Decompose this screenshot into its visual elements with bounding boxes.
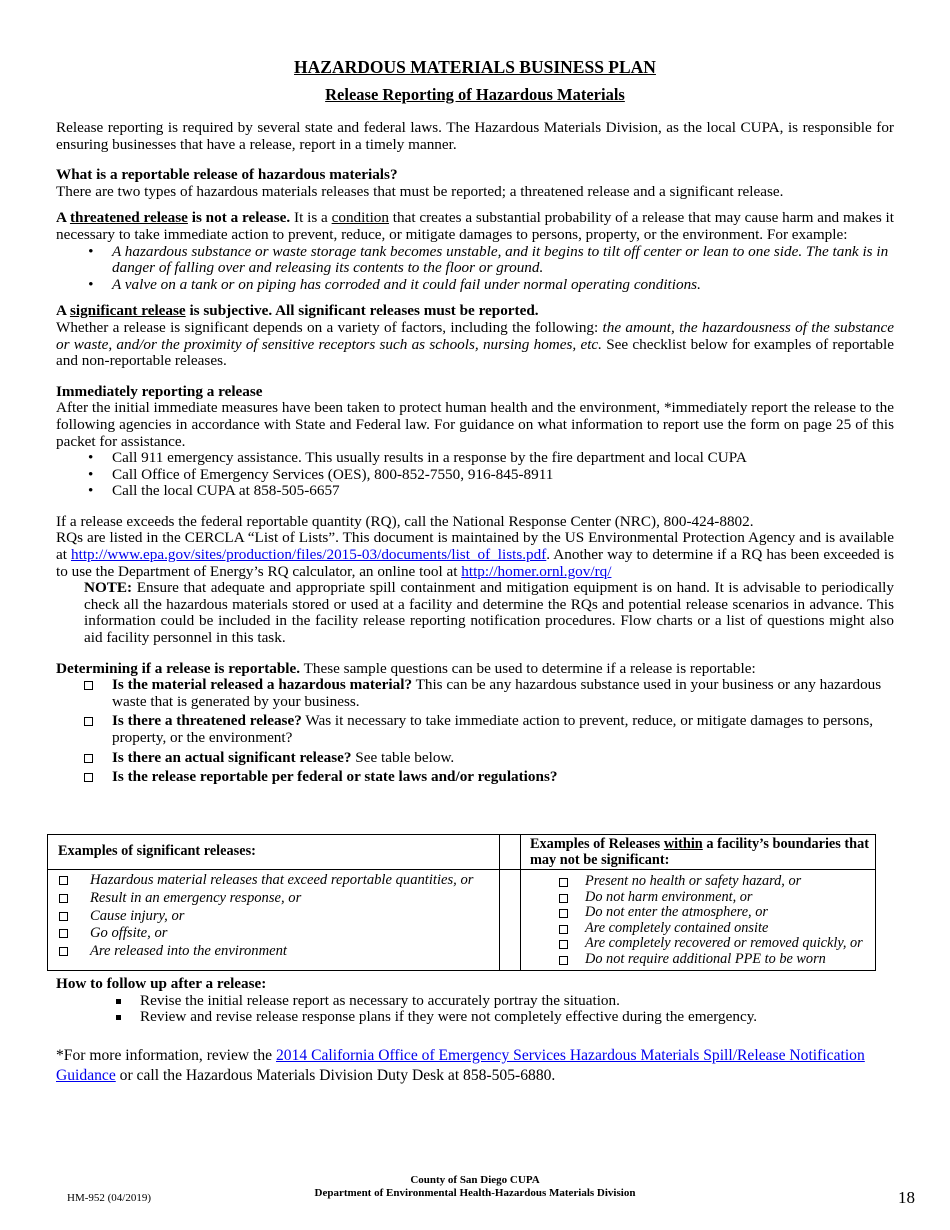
- checkbox-icon: [84, 681, 93, 690]
- threatened-release-paragraph: A threatened release is not a release. It is a condition that creates a substantial probability of a release that may cause harm and makes it necessary to take immediate action to prevent, reduce, or mitigate damages to persons, property, or the environment. For example:: [56, 209, 894, 243]
- checkbox-icon: [559, 925, 568, 934]
- oes-guidance-link[interactable]: 2014 California Office of Emergency Services Hazardous Materials Spill/Release Notification Guidance: [56, 1046, 865, 1084]
- significant-release-heading: A significant release is subjective. All significant releases must be reported.: [56, 302, 539, 320]
- checkbox-icon: [559, 894, 568, 903]
- immediate-reporting-heading: Immediately reporting a release: [56, 382, 263, 400]
- checkbox-icon: [59, 929, 68, 938]
- list-item: • Call Office of Emergency Services (OES), 800-852-7550, 916-845-8911: [112, 467, 894, 484]
- list-item: Present no health or safety hazard, or: [585, 874, 875, 890]
- threatened-examples-list: [56, 244, 894, 294]
- list-item: Are completely recovered or removed quickly, or: [585, 936, 875, 952]
- list-item: Revise the initial release report as necessary to accurately portray the situation.: [140, 993, 894, 1010]
- page-title: HAZARDOUS MATERIALS BUSINESS PLAN: [294, 57, 656, 77]
- note-paragraph: NOTE: Ensure that adequate and appropriate spill containment and mitigation equipment is on hand. It is advisable to periodically check all the hazardous materials stored or used at a facility and determine the RQs and potential release scenarios in advance. This information could be included in the facility release reporting notification procedures. Flow charts or a list of questions might also aid facility personnel in this task.: [84, 579, 894, 647]
- checkbox-icon: [84, 773, 93, 782]
- page-number: 18: [898, 1188, 915, 1207]
- list-item: Is the material released a hazardous material? This can be any hazardous substance used in your business or any hazardous waste that is generated by your business.: [112, 677, 894, 710]
- form-code: HM-952 (04/2019): [67, 1192, 152, 1204]
- table-spacer: [500, 835, 521, 870]
- rq-paragraph: RQs are listed in the CERCLA “List of Lists”. This document is maintained by the US Environmental Protection Agency and is available at http://www.epa.gov/sites/production/files/2015-03/documents/list_of_lists.pdf. Another way to determine if a RQ has been exceeded is to use the Department of Energy’s RQ calculator, an online tool at http://homer.ornl.gov/rq/: [56, 529, 894, 580]
- what-is-text: There are two types of hazardous materials releases that must be reported; a threatened release and a significant release.: [56, 182, 784, 200]
- follow-up-section: [56, 976, 894, 1086]
- list-item: Is there an actual significant release? See table below.: [112, 750, 894, 767]
- footer-org-line1: County of San Diego CUPA: [410, 1174, 540, 1186]
- follow-up-heading: How to follow up after a release:: [56, 975, 267, 992]
- checkbox-icon: [559, 940, 568, 949]
- significant-examples-list: [48, 870, 499, 965]
- intro-paragraph: Release reporting is required by several state and federal laws. The Hazardous Materials Division, as the local CUPA, is responsible for ensuring businesses that have a release, report in a timely manner.: [56, 119, 894, 153]
- footer-org-line2: Department of Environmental Health-Hazardous Materials Division: [314, 1186, 636, 1199]
- checkbox-icon: [84, 754, 93, 763]
- rq-line: If a release exceeds the federal reportable quantity (RQ), call the National Response Center (NRC), 800-424-8802.: [56, 512, 754, 530]
- examples-table: [47, 834, 876, 971]
- table-spacer: [500, 870, 521, 971]
- list-item: Is there a threatened release? Was it necessary to take immediate action to prevent, reduce, or mitigate damages to persons, property, or the environment?: [112, 713, 894, 746]
- list-item: Result in an emergency response, or: [90, 890, 499, 908]
- list-item: Do not harm environment, or: [585, 890, 875, 906]
- list-item: Do not enter the atmosphere, or: [585, 905, 875, 921]
- list-item: Are completely contained onsite: [585, 921, 875, 937]
- checkbox-icon: [59, 894, 68, 903]
- follow-up-list: [56, 993, 894, 1026]
- checkbox-icon: [84, 717, 93, 726]
- list-item: Hazardous material releases that exceed reportable quantities, or: [90, 872, 499, 890]
- checkbox-icon: [59, 912, 68, 921]
- checkbox-icon: [559, 909, 568, 918]
- list-item: • Call 911 emergency assistance. This usually results in a response by the fire department and local CUPA: [112, 450, 894, 467]
- checkbox-icon: [59, 876, 68, 885]
- list-item: Cause injury, or: [90, 908, 499, 926]
- list-item: Is the release reportable per federal or state laws and/or regulations?: [112, 769, 894, 786]
- page-subtitle: Release Reporting of Hazardous Materials: [325, 85, 625, 104]
- question-list: [56, 677, 894, 786]
- document-body: [56, 56, 894, 789]
- checkbox-icon: [59, 947, 68, 956]
- list-item: Are released into the environment: [90, 943, 499, 961]
- what-is-heading: What is a reportable release of hazardous materials?: [56, 166, 398, 184]
- more-info-paragraph: *For more information, review the 2014 California Office of Emergency Services Hazardous Materials Spill/Release Notification Guidance or call the Hazardous Materials Division Duty Desk at 858-505-6880.: [56, 1046, 865, 1084]
- list-item: Review and revise release response plans if they were not completely effective during the emergency.: [140, 1009, 894, 1026]
- list-item: Do not require additional PPE to be worn: [585, 952, 875, 968]
- determining-paragraph: Determining if a release is reportable. These sample questions can be used to determine if a release is reportable:: [56, 659, 756, 677]
- list-item: • A hazardous substance or waste storage tank becomes unstable, and it begins to tilt off center or lean to one side. The tank is in danger of falling over and releasing its contents to the floor or ground.: [112, 244, 894, 277]
- right-table-header: Examples of Releases within a facility’s boundaries that may not be significant:: [521, 835, 876, 870]
- non-significant-examples-cell: [521, 870, 876, 971]
- rq-calculator-link[interactable]: http://homer.ornl.gov/rq/: [461, 562, 612, 580]
- list-item: • A valve on a tank or on piping has corroded and it could fail under normal operating conditions.: [112, 277, 894, 294]
- list-item: • Call the local CUPA at 858-505-6657: [112, 483, 894, 500]
- checkbox-icon: [559, 878, 568, 887]
- epa-list-of-lists-link[interactable]: http://www.epa.gov/sites/production/files/2015-03/documents/list_of_lists.pdf: [71, 546, 547, 564]
- significant-examples-cell: [48, 870, 500, 971]
- left-table-header: Examples of significant releases:: [48, 835, 500, 870]
- non-significant-examples-list: [521, 870, 875, 970]
- immediate-reporting-text: After the initial immediate measures have been taken to protect human health and the environment, *immediately report the release to the following agencies in accordance with State and Federal law. For guidance on what information to report use the form on page 25 of this packet for assistance.: [56, 399, 894, 450]
- checkbox-icon: [559, 956, 568, 965]
- significant-release-text: Whether a release is significant depends on a variety of factors, including the following: the amount, the hazardousness of the substance or waste, and/or the proximity of sensitive receptors such as schools, nursing homes, etc. See checklist below for examples of reportable and non-reportable releases.: [56, 318, 895, 370]
- call-list: [56, 450, 894, 500]
- list-item: Go offsite, or: [90, 925, 499, 943]
